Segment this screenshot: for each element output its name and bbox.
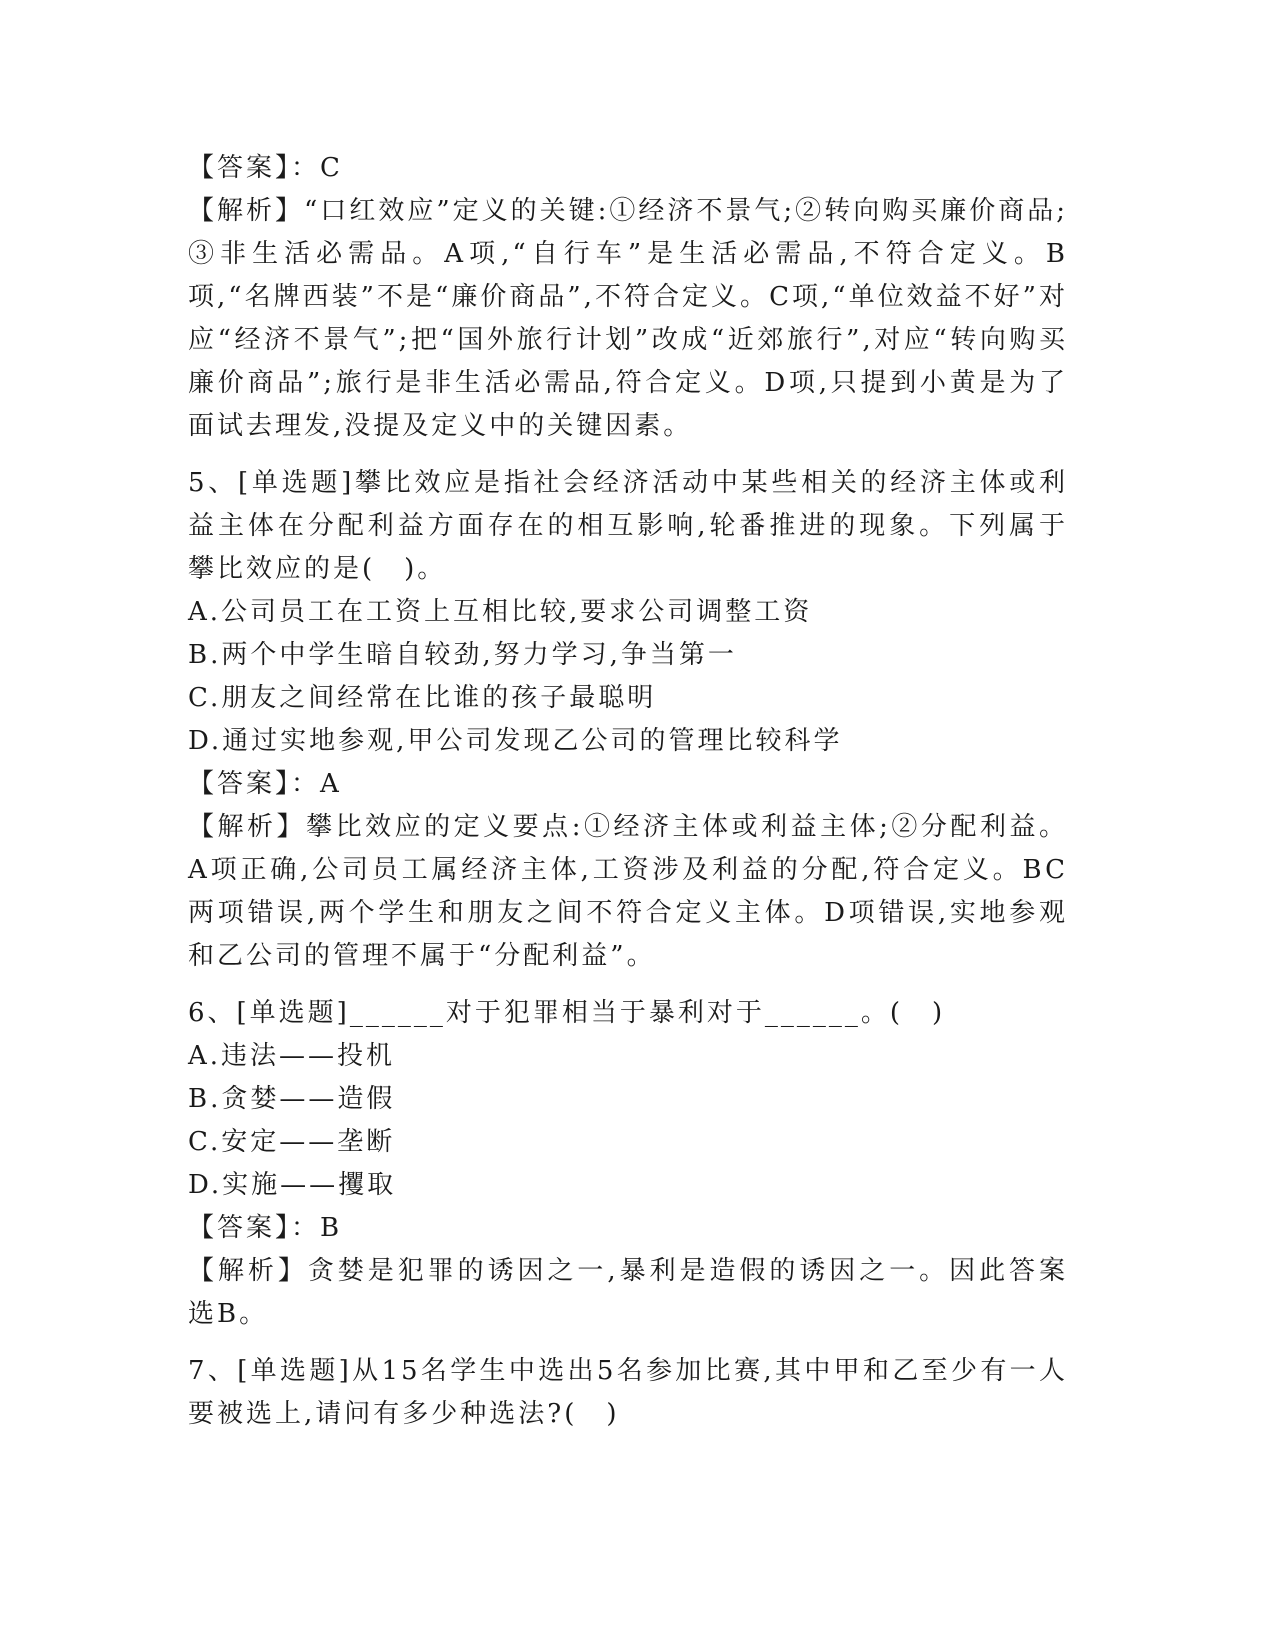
answer-label: 【答案】： [188, 1213, 321, 1243]
question-stem: 5、[单选题]攀比效应是指社会经济活动中某些相关的经济主体或利益主体在分配利益方面存在的相互影响,轮番推进的现象。下列属于攀比效应的是( )。 [188, 468, 1068, 584]
answer-label: 【答案】： [188, 769, 321, 799]
question-7-block [188, 1350, 1068, 1436]
option-c: C.安定——垄断 [188, 1127, 396, 1157]
option-b: B.两个中学生暗自较劲,努力学习,争当第一 [188, 640, 737, 670]
analysis-paragraph [188, 806, 1068, 978]
option-c: C.朋友之间经常在比谁的孩子最聪明 [188, 683, 657, 713]
question-4-answer-block [188, 147, 1068, 448]
spacer [188, 1336, 1068, 1350]
answer-line [188, 1207, 1068, 1250]
option-a: A.违法——投机 [188, 1041, 396, 1071]
answer-value: B [320, 1213, 343, 1243]
answer-line [188, 763, 1068, 806]
answer-label: 【答案】： [188, 153, 321, 183]
analysis-text: 攀比效应的定义要点:①经济主体或利益主体;②分配利益。A项正确,公司员工属经济主体,工资涉及利益的分配,符合定义。BC两项错误,两个学生和朋友之间不符合定义主体。D项错误,实地参观和乙公司的管理不属于“分配利益”。 [188, 812, 1068, 971]
question-stem: 7、[单选题]从15名学生中选出5名参加比赛,其中甲和乙至少有一人要被选上,请问有多少种选法?( ) [188, 1356, 1068, 1429]
spacer [188, 978, 1068, 992]
analysis-paragraph [188, 190, 1068, 448]
question-6-block [188, 992, 1068, 1336]
question-stem: 6、[单选题]______对于犯罪相当于暴利对于______。( ) [188, 998, 946, 1028]
question-5-block [188, 462, 1068, 978]
spacer [188, 448, 1068, 462]
analysis-paragraph [188, 1250, 1068, 1336]
option-d: D.实施——攫取 [188, 1170, 397, 1200]
analysis-label: 【解析】 [188, 812, 307, 842]
analysis-label: 【解析】 [188, 1256, 308, 1286]
page-content [188, 147, 1068, 1436]
answer-value: A [320, 769, 342, 799]
answer-line [188, 147, 1068, 190]
option-b: B.贪婪——造假 [188, 1084, 396, 1114]
option-a: A.公司员工在工资上互相比较,要求公司调整工资 [188, 597, 813, 627]
analysis-label: 【解析】 [188, 196, 305, 226]
option-d: D.通过实地参观,甲公司发现乙公司的管理比较科学 [188, 726, 843, 756]
analysis-text: “口红效应”定义的关键:①经济不景气;②转向购买廉价商品;③非生活必需品。A项,“自行车”是生活必需品,不符合定义。B项,“名牌西装”不是“廉价商品”,不符合定义。C项,“单位效益不好”对应“经济不景气”;把“国外旅行计划”改成“近郊旅行”,对应“转向购买廉价商品”;旅行是非生活必需品,符合定义。D项,只提到小黄是为了面试去理发,没提及定义中的关键因素。 [188, 196, 1068, 441]
answer-value: C [320, 153, 343, 183]
analysis-text: 贪婪是犯罪的诱因之一,暴利是造假的诱因之一。因此答案选B。 [188, 1256, 1068, 1329]
